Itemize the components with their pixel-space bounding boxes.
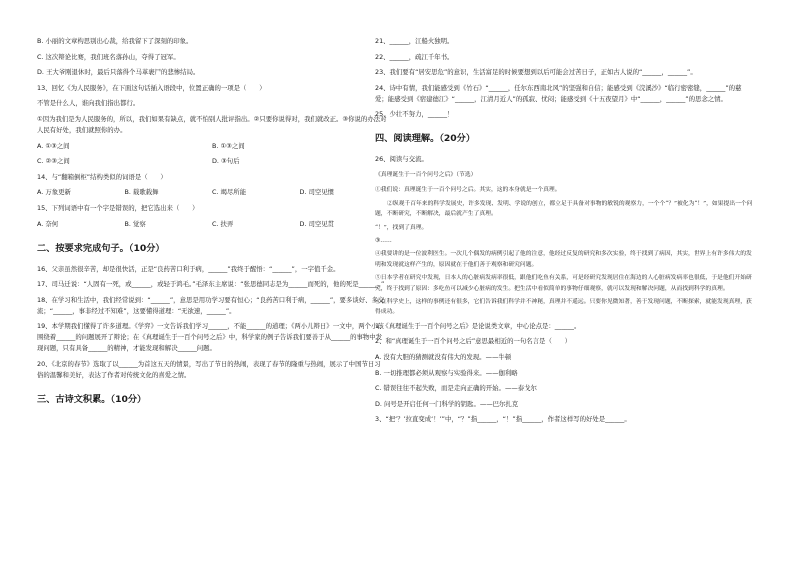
reading-q3: 3、“把‘？’拉直变成‘！’”中，“？”指______，“！”指______，作者这样写的好处是______。 [375, 415, 631, 424]
reading-q1: 1、《真理诞生于一百个问号之后》是论说类文章，中心论点是：______。 [375, 321, 581, 330]
q15-option-c: C. 扶弄 [212, 219, 234, 228]
passage-paragraph-2: ②纵观千百年来的科学发展史，许多发现、发明、学说的创立，都立足于具备对事物的敏锐的观察力，一个个“？”被化为“！”，如果提出一个问题，不断研究，不断解决，最后就产生了真理。 [375, 200, 753, 218]
q15-options [37, 219, 387, 230]
reading-q2-option-d: D. 问号是开启任何一门科学的钥匙。——巴尔扎克 [375, 399, 519, 408]
passage-paragraph-4: ④我要讲的是一位波利医生。一次几个偶发的病例引起了他的注意，他经过反复的研究和多次实验，终于找到了病因，其实，世界上有许多伟大的发明和发现就这样产生的，原因就在于他们善于观察和研究问题。 [375, 251, 752, 268]
q14-option-b: B. 载歌载舞 [124, 188, 159, 197]
q15-option-d: D. 司空见贯 [299, 219, 335, 228]
q16: 16、父亲虽然很辛苦，却是很快活，正是“良药苦口利于病，______”我终于醒悟：“______”，一字值千金。 [37, 264, 340, 273]
passage-paragraph-3: ③…… [375, 238, 392, 244]
q12-option-d: D. 王大爷刚退休时，最后只落得个马革裹尸的悲惨结局。 [37, 68, 200, 77]
q13-option-a: A. ①③之间 [37, 141, 70, 150]
q15-option-a: A. 奈何 [37, 219, 59, 228]
reading-q2-option-b: B. 一切推理都必须从观察与实验得来。——伽利略 [375, 368, 518, 377]
q12-option-b: B. 小丽的文章构思别出心裁，给我留下了深刻的印象。 [37, 37, 193, 45]
q26: 26、阅读与交流。 [375, 155, 428, 164]
reading-q2-option-c: C. 错误往往不起失败，而是走向正确的开始。——泰戈尔 [375, 384, 537, 393]
q15-stem: 15、下列词语中有一个字是错误的，把它选出来（ ） [37, 203, 199, 212]
passage-paragraph-5: ⑤日本学者在研究中发现，日本人的心脏病发病率很低，跟他们吃鱼有关系，可是经研究发现居住在海边的人心脏病发病率也很低，于是他们开始研究，终于找到了原因：多吃鱼可以减少心脏病的发生。把生活中看似简单的事物仔细观察，就可以发现和解决问题，从而找到科学的真理。 [375, 275, 752, 292]
reading-q2-stem: 2、和“真理诞生于一百个问号之后”意思最相近的一句名言是（ ） [375, 337, 572, 346]
passage-paragraph-1: ①我们说：真理诞生于一百个问号之后。其实，这的本身就是一个真理。 [375, 187, 561, 194]
q13-stem: 13、回忆《为人民服务》，在下面这句话插入语段中，位置正确的一项是（ ） [37, 83, 266, 92]
q14-option-d: D. 司空见惯 [299, 188, 335, 197]
reading-q2-option-a: A. 没有大胆的猜测就没有伟大的发现。——牛顿 [375, 353, 512, 362]
q18: 18、在学习和生活中，我们经常说到：“______”，意思是用功学习要有恒心；“良药苦口利于病，______”，要多谈好、多交流；“______，事非经过不知难”，这要懂得道理：“无欲速，______”。 [37, 295, 385, 315]
q13-sentence: 不管是什么人，谁向我们指出都行。 [37, 99, 140, 108]
section-2-heading: 二、按要求完成句子。（10分） [37, 242, 165, 254]
q22: 22、______，疏江千年书。 [375, 52, 454, 61]
right-column [375, 36, 753, 430]
q13-option-d: D. ③句后 [212, 157, 240, 166]
section-3-heading: 三、古诗文积累。（10分） [37, 393, 147, 405]
passage-title: 《真理诞生于一百个问号之后》（节选） [375, 171, 477, 178]
passage-paragraph-6: ⑥在科学史上，这样的事例还有很多，它们告诉我们科学并不神秘，真理并不遥远。只要你见微知著，善于发现问题，不断探索，就能发现真理，获得成功。 [375, 299, 752, 316]
q14-options [37, 187, 387, 198]
q12-option-c: C. 这次辩论比赛，我们班名落孙山，夺得了冠军。 [37, 52, 180, 61]
q25: 25、少壮不努力，______！ [375, 110, 454, 119]
q17: 17、司马迁说：“人固有一死，或______，或轻于鸿毛。”毛泽东主席说：“张思德同志是为______而死的，他的死是______。” [37, 280, 385, 289]
q14-stem: 14、与“翻箱倒柜”结构类似的词语是（ ） [37, 172, 167, 181]
q13-option-c: C. ②③之间 [37, 157, 70, 166]
q13-passage: ①因为我们是为人民服务的，所以，我们如果有缺点，就不怕别人批评指出。②只要你说得对，我们就改正。③你说的办法对人民有好处，我们就照你的办。 [37, 114, 387, 134]
q14-option-a: A. 万象更新 [37, 188, 71, 197]
q14-option-c: C. 竭尽所能 [212, 188, 247, 197]
left-column [37, 36, 387, 415]
passage-paragraph-2-end: “！”，找到了真理。 [375, 224, 428, 231]
q21: 21、______，江船火独明。 [375, 37, 454, 45]
q19: 19、本学期我们懂得了许多道理。《学弈》一文告诉我们学习______，不能______的道理；《两小儿辩日》一文中，两个小孩围绕着______的问题展开了辩论；在《真理诞生于一百个问号之后》中，科学家的例子告诉我们要善于从______的事物中发现问题，只有具备______的精神，才能发现和解决______问题。 [37, 322, 384, 353]
q24: 24、诗中有情，我们能感受到《竹石》“______，任尔东西南北风”的坚强和自信；能感受到《浣溪沙》“临行密密缝，______”的慈爱；能感受到《宿建德江》“______，江清月近人”的孤寂、忧闷；能感受到《十五夜望月》中“______，______”的思念之情。 [375, 83, 742, 103]
q20: 20、《北京的春节》选取了以______为首这五天的情景，写出了节日的热闹，表现了春节的隆重与热闹，展示了中国节日习俗的温馨和美好，表达了作者对传统文化的喜爱之情。 [37, 359, 381, 379]
section-4-heading: 四、阅读理解。（20分） [375, 133, 476, 145]
q15-option-b: B. 觉察 [124, 219, 146, 228]
q13-options-2 [37, 156, 387, 167]
q23: 23、我们要有“居安思危”的意识，生活富足的时候要想到以后可能会过苦日子，正如古人说的“______，______”。 [375, 68, 697, 77]
q13-option-b: B. ①③之间 [212, 141, 245, 150]
q13-options [37, 141, 387, 152]
